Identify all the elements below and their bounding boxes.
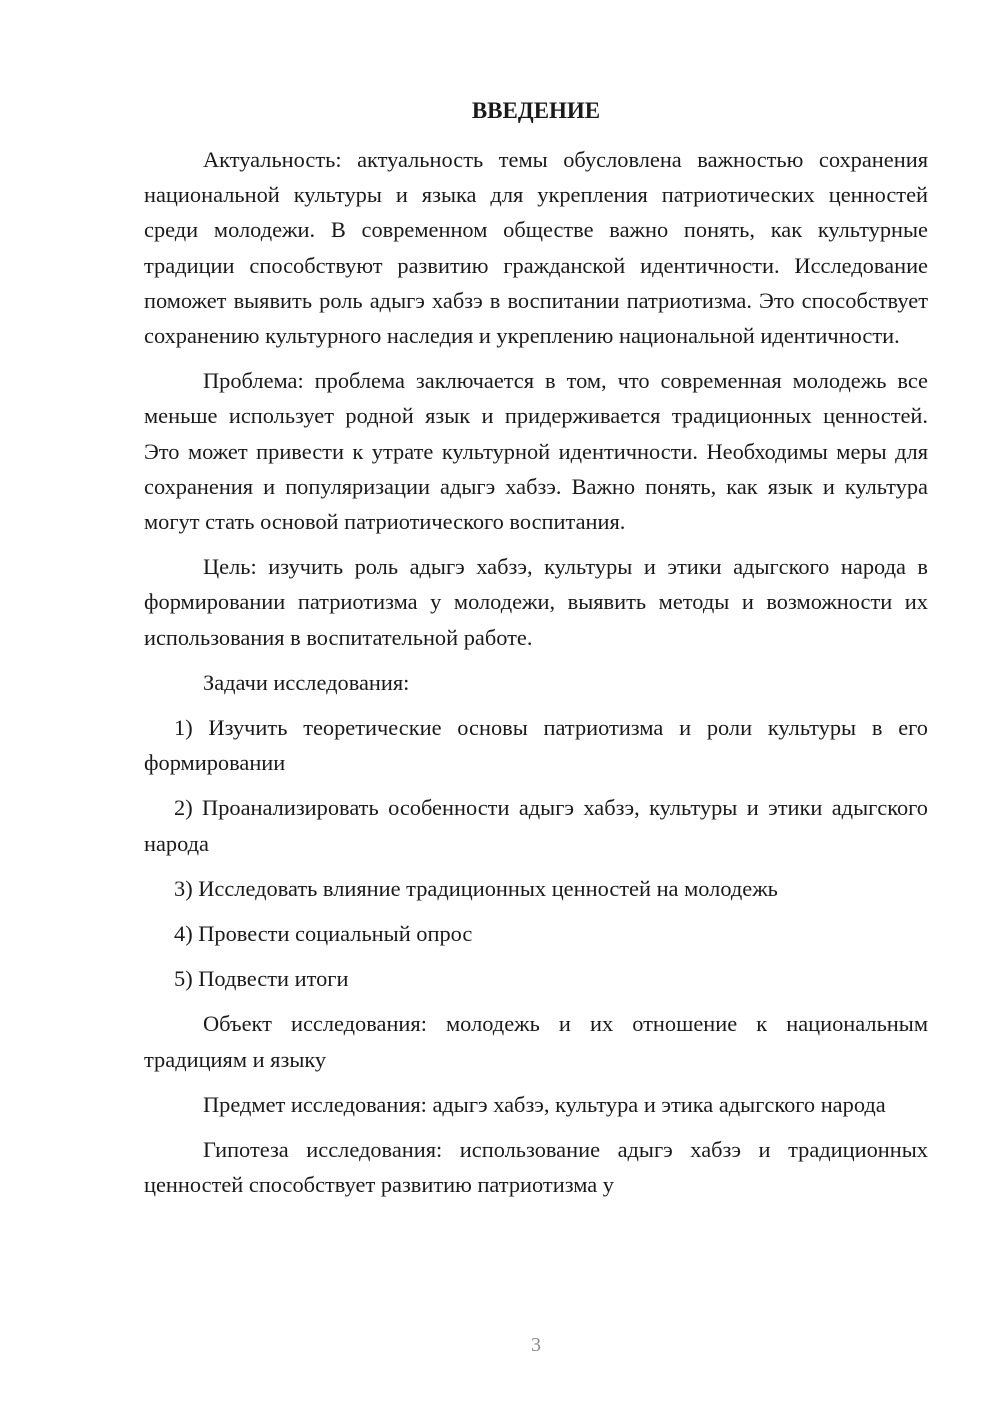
document-body [144, 142, 928, 1212]
page-number: 3 [531, 1334, 541, 1356]
paragraph-object: Объект исследования: молодежь и их отношение к национальным традициям и языку [144, 1011, 928, 1072]
paragraph-tasks-heading: Задачи исследования: [203, 669, 410, 695]
paragraph-hypothesis: Гипотеза исследования: использование адыгэ хабзэ и традиционных ценностей способствует развитию патриотизма у [144, 1137, 928, 1198]
list-item: 4) Провести социальный опрос [174, 921, 473, 947]
paragraph-relevance: Актуальность: актуальность темы обусловлена важностью сохранения национальной культуры и языка для укрепления патриотических ценностей среди молодежи. В современном обществе важно понять, как культурные традиции способствуют развитию гражданской идентичности. Исследование поможет выявить роль адыгэ хабзэ в воспитании патриотизма. Это способствует сохранению культурного наследия и укреплению национальной идентичности. [144, 147, 928, 349]
paragraph-goal: Цель: изучить роль адыгэ хабзэ, культуры и этики адыгского народа в формировании патриотизма у молодежи, выявить методы и возможности их использования в воспитательной работе. [144, 554, 928, 650]
paragraph-subject: Предмет исследования: адыгэ хабзэ, культура и этика адыгского народа [203, 1091, 886, 1117]
document-page [144, 0, 928, 1414]
list-item: 3) Исследовать влияние традиционных ценностей на молодежь [174, 875, 778, 901]
list-item: 1) Изучить теоретические основы патриотизма и роли культуры в его формировании [144, 715, 928, 776]
list-item: 5) Подвести итоги [174, 966, 349, 992]
list-item: 2) Проанализировать особенности адыгэ хабзэ, культуры и этики адыгского народа [144, 795, 928, 856]
page-title: ВВЕДЕНИЕ [471, 98, 601, 123]
paragraph-problem: Проблема: проблема заключается в том, что современная молодежь все меньше использует родной язык и придерживается традиционных ценностей. Это может привести к утрате культурной идентичности. Необходимы меры для сохранения и популяризации адыгэ хабзэ. Важно понять, как язык и культура могут стать основой патриотического воспитания. [144, 368, 928, 535]
